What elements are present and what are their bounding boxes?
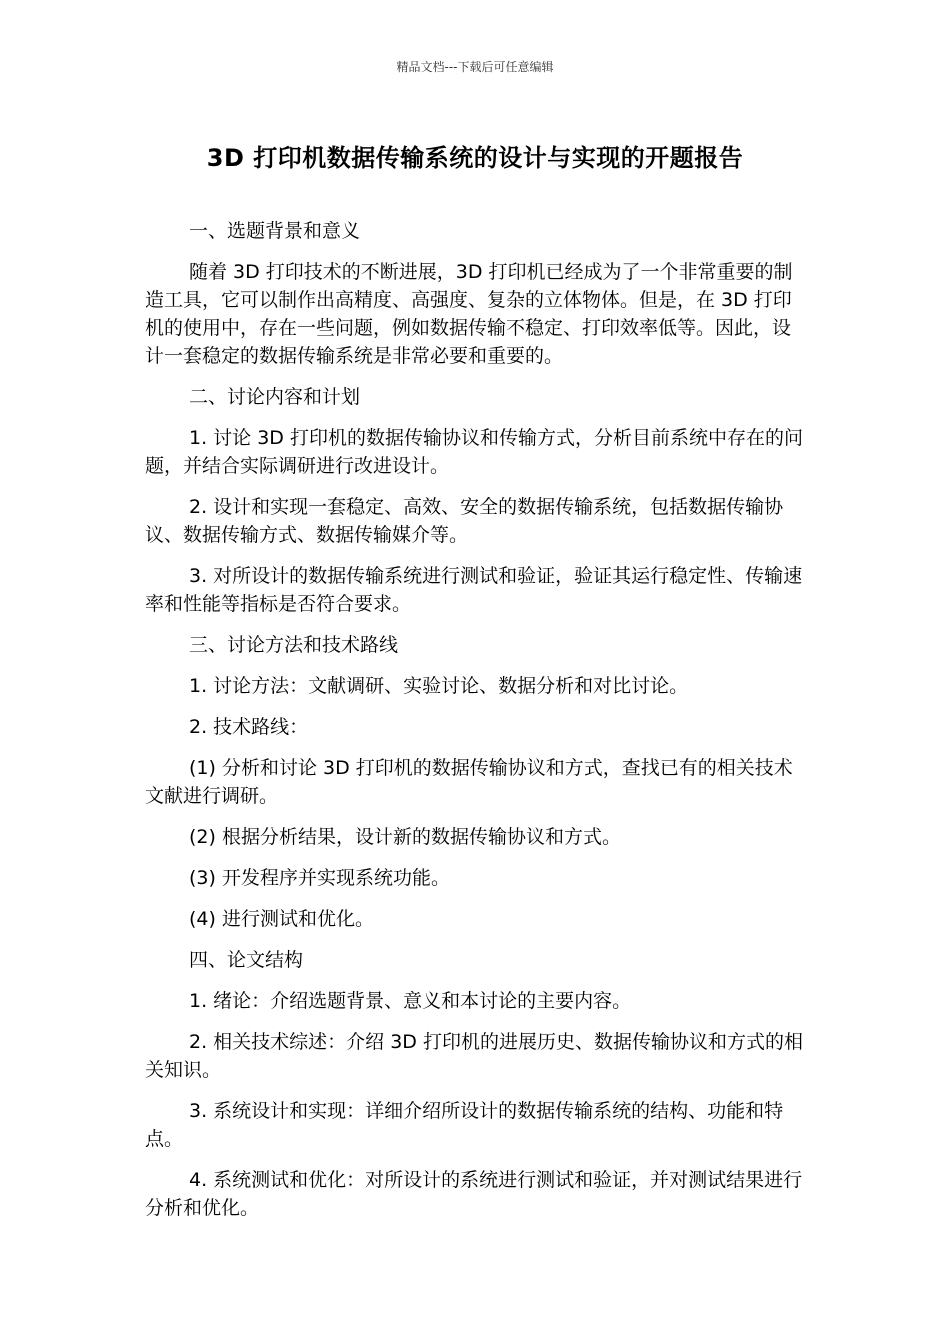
list-item: 2. 设计和实现一套稳定、高效、安全的数据传输系统，包括数据传输协议、数据传输方式、数据传输媒介等。 — [145, 496, 784, 546]
list-item: 2. 相关技术综述：介绍 3D 打印机的进展历史、数据传输协议和方式的相关知识。 — [145, 1031, 803, 1081]
list-item: 1. 讨论 3D 打印机的数据传输协议和传输方式，分析目前系统中存在的问题，并结合实际调研进行改进设计。 — [145, 427, 803, 477]
list-item: 2. 技术路线： — [189, 716, 309, 738]
sub-list-item: (2) 根据分析结果，设计新的数据传输协议和方式。 — [189, 826, 621, 848]
sub-list-item: (4) 进行测试和优化。 — [189, 908, 374, 930]
section-heading-methods: 三、讨论方法和技术路线 — [189, 634, 399, 656]
list-item: 3. 系统设计和实现：详细介绍所设计的数据传输系统的结构、功能和特点。 — [145, 1100, 784, 1150]
list-item: 1. 讨论方法：文献调研、实验讨论、数据分析和对比讨论。 — [189, 675, 689, 697]
section-heading-structure: 四、论文结构 — [189, 949, 304, 971]
document-body — [145, 217, 809, 1235]
paragraph-background: 随着 3D 打印技术的不断进展，3D 打印机已经成为了一个非常重要的制造工具，它可以制作出高精度、高强度、复杂的立体物体。但是，在 3D 打印机的使用中，存在一些问题，例如数据传输不稳定、打印效率低等。因此，设计一套稳定的数据传输系统是非常必要和重要的。 — [145, 261, 793, 367]
sub-list-item: (3) 开发程序并实现系统功能。 — [189, 867, 450, 889]
sub-list-item: (1) 分析和讨论 3D 打印机的数据传输协议和方式，查找已有的相关技术文献进行调研。 — [145, 757, 793, 807]
section-heading-research-content: 二、讨论内容和计划 — [189, 386, 361, 408]
section-heading-background: 一、选题背景和意义 — [189, 220, 361, 242]
document-title: 3D 打印机数据传输系统的设计与实现的开题报告 — [206, 144, 744, 172]
list-item: 4. 系统测试和优化：对所设计的系统进行测试和验证，并对测试结果进行分析和优化。 — [145, 1169, 803, 1219]
list-item: 3. 对所设计的数据传输系统进行测试和验证，验证其运行稳定性、传输速率和性能等指标是否符合要求。 — [145, 565, 803, 615]
header-note: 精品文档---下载后可任意编辑 — [396, 60, 554, 74]
list-item: 1. 绪论：介绍选题背景、意义和本讨论的主要内容。 — [189, 990, 632, 1012]
